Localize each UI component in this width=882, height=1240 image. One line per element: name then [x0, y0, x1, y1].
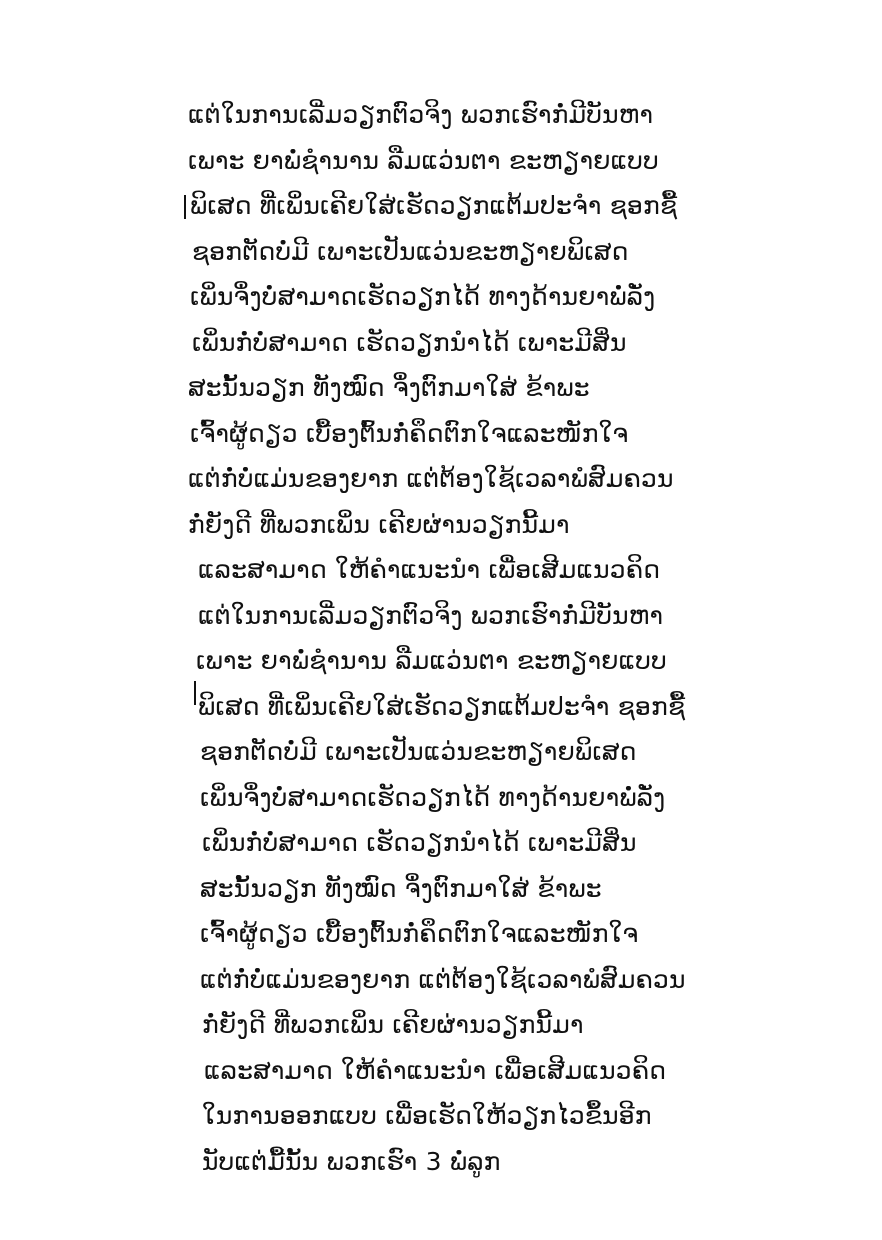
text-line: ແຕ່ກໍ່ບໍ່ແມ່ນຂອງຍາກ ແຕ່ຕ້ອງໃຊ້ເວລາພໍສົມຄວນ: [200, 964, 686, 994]
text-line: ແຕ່ໃນການເລີ່ມວຽກຕົວຈິງ ພວກເຮົາກໍ່ມີບັນຫາ: [198, 600, 664, 630]
text-line: ໃນການອອກແບບ ເພື່ອເຮັດໃຫ້ວຽກໄວຂຶ້ນອີກ: [202, 1101, 652, 1130]
text-line: ເພາະ ຍາພໍ່ຊໍານານ ລືມແວ່ນຕາ ຂະຫຽາຍແບບ: [196, 646, 667, 675]
text-line: ເພິ່ນຈຶ່ງບໍ່ສາມາດເຮັດວຽກໄດ້ ທາງດ້ານຍາພໍ່ລັ່ງ: [200, 782, 666, 812]
document-text-block: [184, 92, 744, 1184]
text-line: ສະນັ້ນວຽກ ທັງໝົດ ຈຶ່ງຕົກມາໃສ່ ຂ້າພະ: [188, 373, 590, 402]
text-line: ເພິ່ນຈຶ່ງບໍ່ສາມາດເຮັດວຽກໄດ້ ທາງດ້ານຍາພໍ່ລັ່ງ: [190, 282, 656, 311]
text-line: ກໍ່ຍັງດີ ທີ່ພວກເພິ່ນ ເຄີຍຜ່ານວຽກນີ້ມາ: [188, 509, 570, 539]
text-line: ເພາະ ຍາພໍ່ຊໍານານ ລືມແວ່ນຕາ ຂະຫຽາຍແບບ: [188, 145, 659, 175]
text-line: ເພິ່ນກໍ່ບໍ່ສາມາດ ເຮັດວຽກນໍາໄດ້ ເພາະມີສິ່ນ: [192, 327, 627, 357]
text-line: ພິເສດ ທີ່ເພິ່ນເຄີຍໃສ່ເຮັດວຽກແຕ້ມປະຈໍາ ຊອກຊື້: [190, 191, 678, 220]
text-line: ຊອກຕັດບໍ່ມີ ເພາະເປັນແວ່ນຂະຫຽາຍພິເສດ: [192, 236, 629, 266]
text-line: ເຈົ້າຜູ້ດຽວ ເບື້ອງຕົ້ນກໍ່ຄຶດຕົກໃຈແລະໜັກໃຈ: [200, 919, 639, 948]
text-line: ຊອກຕັດບໍ່ມີ ເພາະເປັນແວ່ນຂະຫຽາຍພິເສດ: [200, 737, 637, 766]
text-line: ແລະສາມາດ ໃຫ້ຄໍາແນະນໍາ ເພື່ອເສີມແນວຄິດ: [198, 555, 661, 584]
text-line: ແຕ່ໃນການເລີ່ມວຽກຕົວຈິງ ພວກເຮົາກໍ່ມີບັນຫາ: [188, 100, 654, 129]
text-line: ເພິ່ນກໍ່ບໍ່ສາມາດ ເຮັດວຽກນໍາໄດ້ ເພາະມີສິ່ນ: [202, 828, 637, 857]
text-line: ພິເສດ ທີ່ເພິ່ນເຄີຍໃສ່ເຮັດວຽກແຕ້ມປະຈໍາ ຊອກຊື້: [198, 691, 686, 721]
text-line: ເຈົ້າຜູ້ດຽວ ເບື້ອງຕົ້ນກໍ່ຄຶດຕົກໃຈແລະໜັກໃຈ: [190, 418, 629, 448]
text-line: ແລະສາມາດ ໃຫ້ຄໍາແນະນໍາ ເພື່ອເສີມແນວຄິດ: [204, 1055, 667, 1085]
text-line: ແຕ່ກໍ່ບໍ່ແມ່ນຂອງຍາກ ແຕ່ຕ້ອງໃຊ້ເວລາພໍສົມຄວນ: [188, 464, 674, 493]
text-line: ສະນັ້ນວຽກ ທັງໝົດ ຈຶ່ງຕົກມາໃສ່ ຂ້າພະ: [200, 873, 602, 903]
text-line: ນັບແຕ່ມື້ນັ້ນ ພວກເຮົາ 3 ພໍ່ລູກ: [202, 1146, 501, 1176]
text-line: ກໍ່ຍັງດີ ທີ່ພວກເພິ່ນ ເຄີຍຜ່ານວຽກນີ້ມາ: [202, 1010, 584, 1039]
